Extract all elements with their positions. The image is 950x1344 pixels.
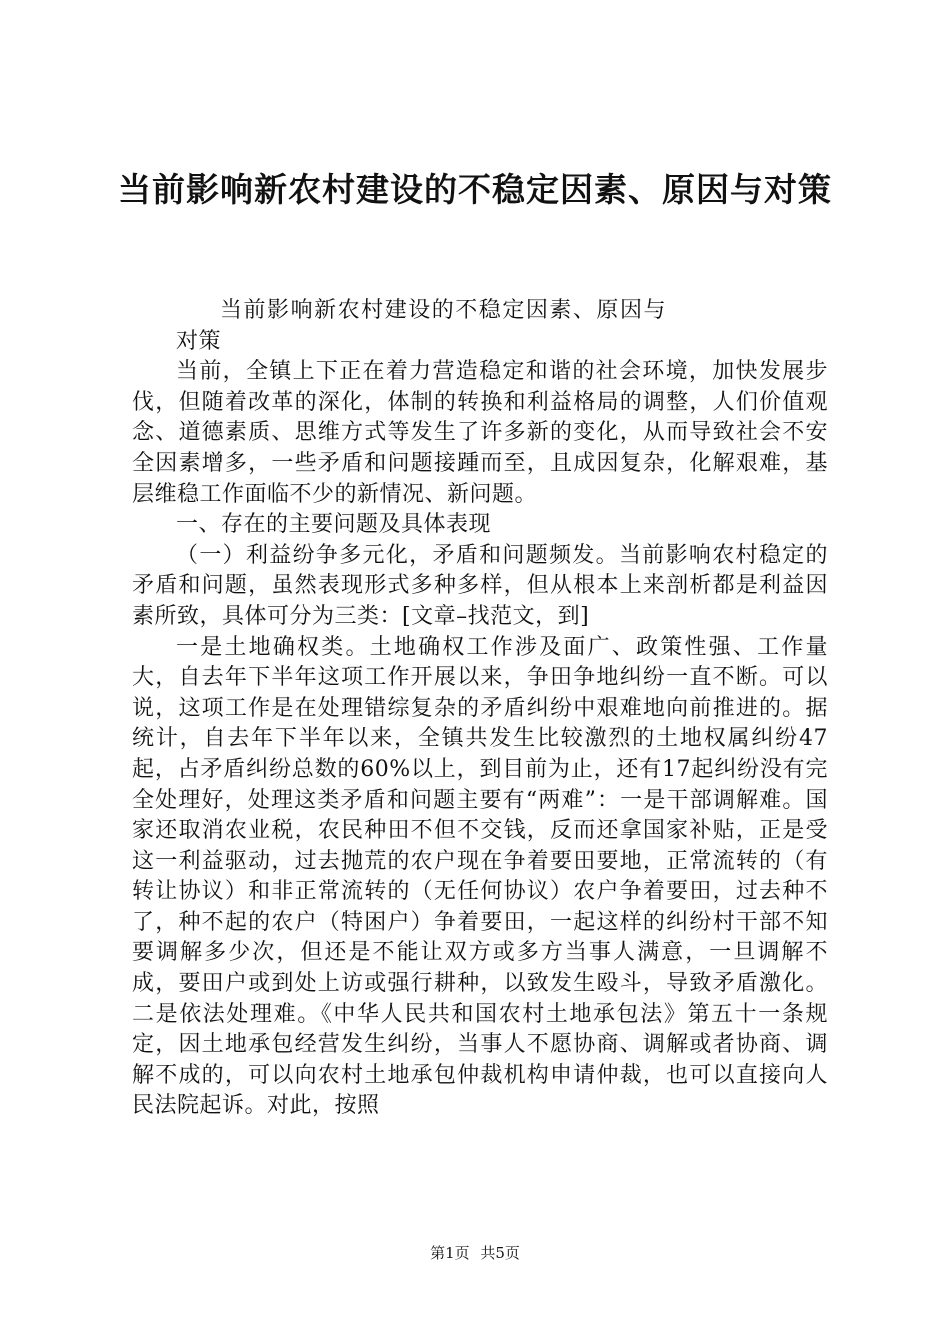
document-body — [132, 296, 828, 1122]
page-total: 共5页 — [480, 1244, 520, 1262]
section-heading: 一、存在的主要问题及具体表现 — [176, 512, 492, 538]
paragraph-subsection-one: （一）利益纷争多元化，矛盾和问题频发。当前影响农村稳定的矛盾和问题，虽然表现形式多种多样，但从根本上来剖析都是利益因素所致，具体可分为三类：[文章–找范文，到] — [132, 542, 828, 629]
document-title: 当前影响新农村建设的不稳定因素、原因与对策 — [118, 170, 832, 209]
page-footer — [0, 1243, 950, 1263]
paragraph-intro: 当前，全镇上下正在着力营造稳定和谐的社会环境，加快发展步伐，但随着改革的深化，体制的转换和利益格局的调整，人们价值观念、道德素质、思维方式等发生了许多新的变化，从而导致社会不安全因素增多，一些矛盾和问题接踵而至，且成因复杂，化解艰难，基层维稳工作面临不少的新情况、新问题。 — [132, 359, 828, 507]
paragraph-land-rights: 一是土地确权类。土地确权工作涉及面广、政策性强、工作量大，自去年下半年这项工作开展以来，争田争地纠纷一直不断。可以说，这项工作是在处理错综复杂的矛盾纠纷中艰难地向前推进的。据统计，自去年下半年以来，全镇共发生比较激烈的土地权属纠纷47起，占矛盾纠纷总数的60%以上，到目前为止，还有17起纠纷没有完全处理好，处理这类矛盾和问题主要有“两难”：一是干部调解难。国家还取消农业税，农民种田不但不交钱，反而还拿国家补贴，正是受这一利益驱动，过去抛荒的农户现在争着要田要地，正常流转的（有转让协议）和非正常流转的（无任何协议）农户争着要田，过去种不了，种不起的农户（特困户）争着要田，一起这样的纠纷村干部不知要调解多少次，但还是不能让双方或多方当事人满意，一旦调解不成，要田户或到处上访或强行耕种，以致发生殴斗，导致矛盾激化。二是依法处理难。《中华人民共和国农村土地承包法》第五十一条规定，因土地承包经营发生纠纷，当事人不愿协商、调解或者协商、调解不成的，可以向农村土地承包仲裁机构申请仲裁，也可以直接向人民法院起诉。对此，按照 — [132, 634, 828, 1119]
document-subtitle: 当前影响新农村建设的不稳定因素、原因与对策 — [176, 298, 666, 354]
page-number: 第1页 — [430, 1244, 470, 1262]
